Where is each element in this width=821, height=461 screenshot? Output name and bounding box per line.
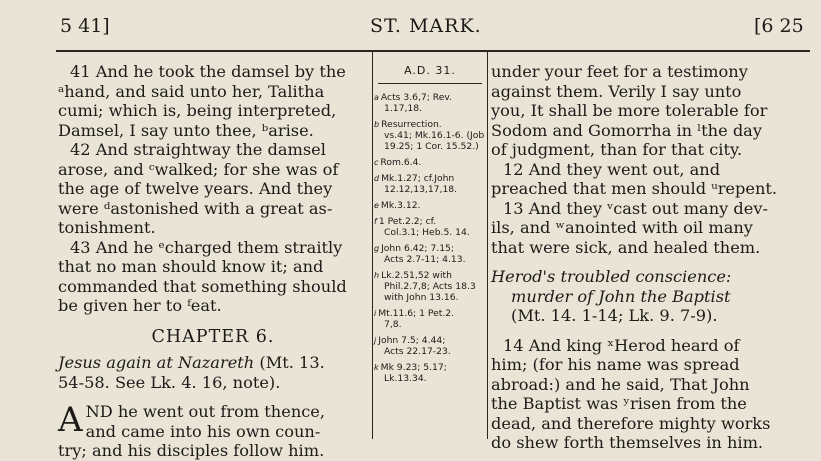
text-line: the Baptist was ʸrisen from the [491, 394, 747, 413]
reference-letter: j [374, 336, 377, 345]
herod-heading-line1: Herod's troubled conscience: [491, 267, 732, 286]
reference-item [374, 270, 486, 303]
reference-line2: Lk.13.34. [384, 373, 427, 384]
reference-item [374, 362, 486, 384]
section-heading-ref: (Mt. 13. [259, 353, 325, 372]
reference-letter: g [374, 244, 380, 253]
text-line: the age of twelve years. And they [58, 179, 333, 198]
text-line: dead, and therefore mighty works [491, 413, 771, 433]
reference-line1: Mk.3.12. [380, 200, 421, 211]
reference-line1: Lk.2.51,52 with [381, 270, 452, 281]
text-line: 12 And they went out, and [503, 159, 721, 179]
text-line: 42 And straightway the damsel [70, 140, 326, 159]
text-line: do shew forth themselves in him. [491, 433, 764, 452]
reference-letter: c [374, 158, 379, 167]
reference-line2: vs.41; Mk.16.1-6. (Job 19.25; 1 Cor. 15.52.) [384, 130, 485, 152]
herod-heading-line3: (Mt. 14. 1-14; Lk. 9. 7-9). [511, 306, 718, 325]
reference-letter: b [374, 120, 380, 129]
reference-item [374, 119, 486, 152]
column-rule-right [487, 52, 488, 439]
text-line: preached that men should ᵘrepent. [491, 179, 778, 198]
text-line: ᵃhand, and said unto her, Talitha [58, 81, 325, 101]
reference-line2: Phil.2.7,8; Acts 18.3 with John 13.16. [384, 281, 476, 303]
reference-letter: e [374, 201, 379, 210]
text-line: 43 And he ᵉcharged them straitly [70, 237, 343, 257]
text-line: and came into his own coun- [85, 421, 321, 441]
text-line: Damsel, I say unto thee, ᵇarise. [58, 120, 314, 140]
text-line: try; and his disciples follow him. [58, 441, 325, 460]
header-left-ref: 5 41] [60, 15, 110, 37]
reference-line1: Resurrection. [381, 119, 442, 130]
herod-heading-line2: murder of John the Baptist [511, 286, 731, 306]
reference-line1: Mk 9.23; 5.17; [380, 362, 447, 373]
header-right-ref: [6 25 [754, 15, 804, 37]
header-rule [56, 50, 810, 52]
text-line: 13 And they ᵛcast out many dev- [503, 198, 768, 218]
column-rule-left [372, 52, 373, 439]
reference-line1: John 6.42; 7.15; [381, 243, 454, 254]
reference-line2: 7,8. [384, 319, 402, 330]
era-label: A.D. 31. [404, 64, 456, 77]
reference-line2: 12.12,13,17,18. [384, 184, 458, 195]
text-line: him; (for his name was spread [491, 355, 740, 374]
text-line: commanded that something should [58, 276, 347, 296]
text-line: against them. Verily I say unto [491, 81, 742, 101]
reference-item [374, 243, 486, 265]
reference-line2: Acts 2.7-11; 4.13. [384, 254, 466, 265]
page-title: ST. MARK. [370, 15, 482, 37]
reference-line1: Acts 3.6,7; Rev. [380, 92, 453, 103]
reference-item [374, 200, 486, 211]
section-heading-text: Jesus again at Nazareth [58, 353, 255, 372]
text-line: ils, and ʷanointed with oil many [491, 218, 753, 237]
reference-letter: a [374, 93, 379, 102]
text-line: you, It shall be more tolerable for [491, 101, 768, 120]
text-line: 14 And king ˣHerod heard of [503, 335, 740, 355]
chapter-heading: CHAPTER 6. [151, 326, 275, 347]
reference-item [374, 92, 486, 114]
text-line: cumi; which is, being interpreted, [58, 101, 337, 120]
reference-letter: f [374, 217, 377, 226]
left-column [58, 62, 368, 461]
reference-item [374, 335, 486, 357]
reference-item [374, 157, 486, 168]
era-rule [378, 83, 482, 84]
text-line: ND he went out from thence, [85, 402, 326, 421]
reference-line1: 1 Pet.2.2; cf. [378, 216, 437, 227]
reference-letter: k [374, 363, 379, 372]
reference-line1: Mk.1.27; cf.John [381, 173, 455, 184]
drop-cap: A [58, 400, 83, 440]
paragraph-with-dropcap [58, 402, 368, 461]
reference-letter: i [374, 309, 377, 318]
reference-item [374, 216, 486, 238]
reference-item [374, 173, 486, 195]
text-line: under your feet for a testimony [491, 62, 748, 81]
section-heading [58, 353, 368, 373]
text-line: of judgment, than for that city. [491, 140, 743, 159]
text-line: were ᵈastonished with a great as- [58, 198, 333, 218]
text-line: that no man should know it; and [58, 257, 324, 276]
reference-line2: Col.3.1; Heb.5. 14. [384, 227, 470, 238]
reference-line1: Mt.11.6; 1 Pet.2. [378, 308, 455, 319]
reference-line1: Rom.6.4. [380, 157, 422, 168]
text-line: that were sick, and healed them. [491, 237, 761, 257]
text-line: abroad:) and he said, That John [491, 374, 750, 394]
marginal-references [374, 64, 486, 389]
text-line: 41 And he took the damsel by the [70, 62, 346, 81]
reference-letter: h [374, 271, 380, 280]
text-line: Sodom and Gomorrha in ˡthe day [491, 120, 762, 140]
reference-line1: John 7.5; 4.44; [378, 335, 446, 346]
text-line: tonishment. [58, 218, 156, 237]
reference-item [374, 308, 486, 330]
reference-letter: d [374, 174, 380, 183]
reference-line2: 1.17,18. [384, 103, 422, 114]
text-line: be given her to ᶠeat. [58, 296, 222, 315]
reference-list [374, 92, 486, 384]
right-column [491, 62, 811, 453]
section-heading-line2: 54-58. See Lk. 4. 16, note). [58, 372, 281, 392]
text-line: arose, and ᶜwalked; for she was of [58, 159, 339, 179]
reference-line2: Acts 22.17-23. [384, 346, 451, 357]
